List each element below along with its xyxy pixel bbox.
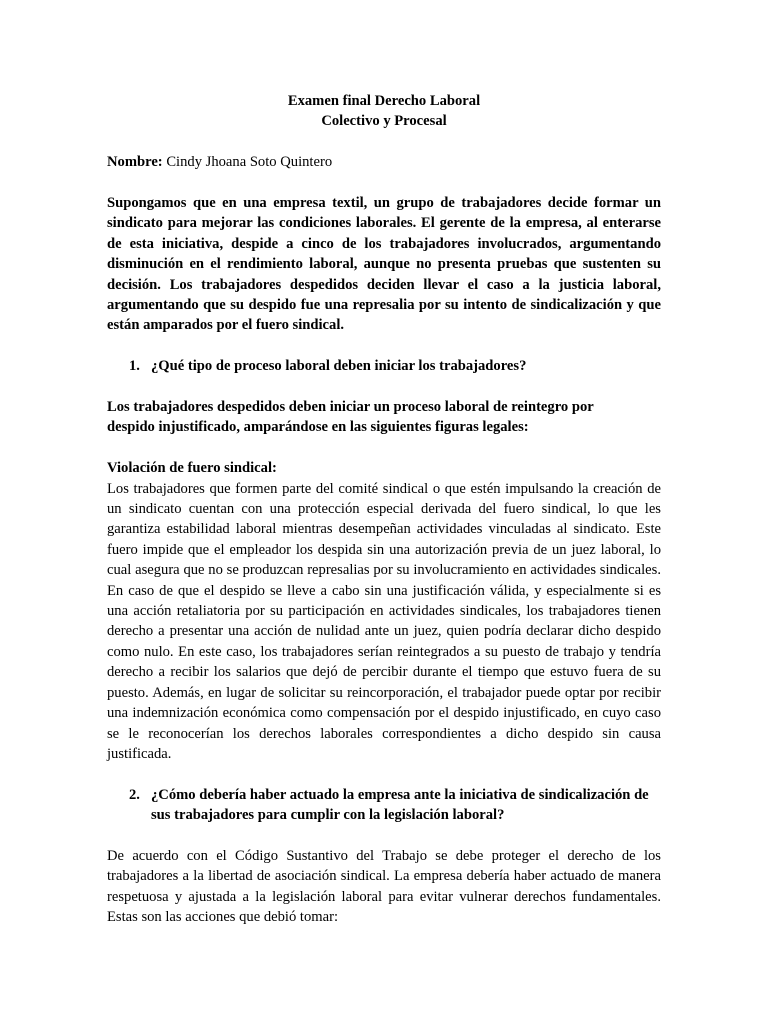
exam-title-line-2: Colectivo y Procesal xyxy=(321,113,447,130)
spacer xyxy=(107,132,661,152)
spacer xyxy=(107,377,661,397)
question-1-number: 1. xyxy=(129,358,140,375)
question-2 xyxy=(107,785,661,826)
spacer xyxy=(107,336,661,356)
answer-2-paragraph: De acuerdo con el Código Sustantivo del Trabajo se debe proteger el derecho de los trabajadores a la libertad de asociación sindical. La empresa debería haber actuado de manera respetuosa y ajustada a la legislación laboral para evitar vulnerar derechos fundamentales. Estas son las acciones que debió tomar: xyxy=(107,847,661,926)
question-1 xyxy=(107,356,661,376)
spacer xyxy=(107,438,661,458)
answer-1-intro: Los trabajadores despedidos deben iniciar un proceso laboral de reintegro por despido injustificado, amparándose en las siguientes figuras legales: xyxy=(107,399,594,436)
document-body xyxy=(107,91,661,928)
subheading-fuero-sindical: Violación de fuero sindical: xyxy=(107,460,277,477)
spacer xyxy=(107,826,661,846)
fuero-sindical-paragraph: Los trabajadores que formen parte del comité sindical o que estén impulsando la creación de un sindicato cuentan con una protección especial derivada del fuero sindical, lo que les garantiza estabilidad laboral mientras desempeñan actividades vinculadas al sindicato. Este fuero impide que el empleador los despida sin una autorización previa de un juez laboral, lo cual asegura que no se produzcan represalias por su involucramiento en actividades sindicales. En caso de que el despido se lleve a cabo sin una justificación válida, y especialmente si es una acción retaliatoria por su participación en actividades sindicales, los trabajadores tienen derecho a presentar una acción de nulidad ante un juez, quien podría declarar dicho despido como nulo. En este caso, los trabajadores serían reintegrados a su puesto de trabajo y tendría derecho a recibir los salarios que dejó de percibir durante el tiempo que estuvo fuera de su puesto. Además, en lugar de solicitar su reincorporación, el trabajador puede optar por recibir una indemnización económica como compensación por el despido injustificado, en cuyo caso se le reconocerían los derechos laborales correspondientes a dicho despido sin causa justificada. xyxy=(107,480,661,762)
student-name-line xyxy=(107,152,661,172)
question-1-text: ¿Qué tipo de proceso laboral deben iniciar los trabajadores? xyxy=(151,358,527,375)
student-name: Cindy Jhoana Soto Quintero xyxy=(162,154,333,171)
case-scenario: Supongamos que en una empresa textil, un grupo de trabajadores decide formar un sindicato para mejorar las condiciones laborales. El gerente de la empresa, al enterarse de esta iniciativa, despide a cinco de los trabajadores involucrados, argumentando disminución en el rendimiento laboral, aunque no presenta pruebas que sustenten su decisión. Los trabajadores despedidos deciden llevar el caso a la justicia laboral, argumentando que su despido fue una represalia por su intento de sindicalización y que están amparados por el fuero sindical. xyxy=(107,195,661,334)
name-label: Nombre: xyxy=(107,154,163,171)
question-2-text: ¿Cómo debería haber actuado la empresa ante la iniciativa de sindicalización de sus trabajadores para cumplir con la legislación laboral? xyxy=(151,786,649,824)
spacer xyxy=(107,173,661,193)
question-2-number: 2. xyxy=(129,786,140,803)
exam-title-line-1: Examen final Derecho Laboral xyxy=(287,93,481,109)
spacer xyxy=(107,764,661,784)
